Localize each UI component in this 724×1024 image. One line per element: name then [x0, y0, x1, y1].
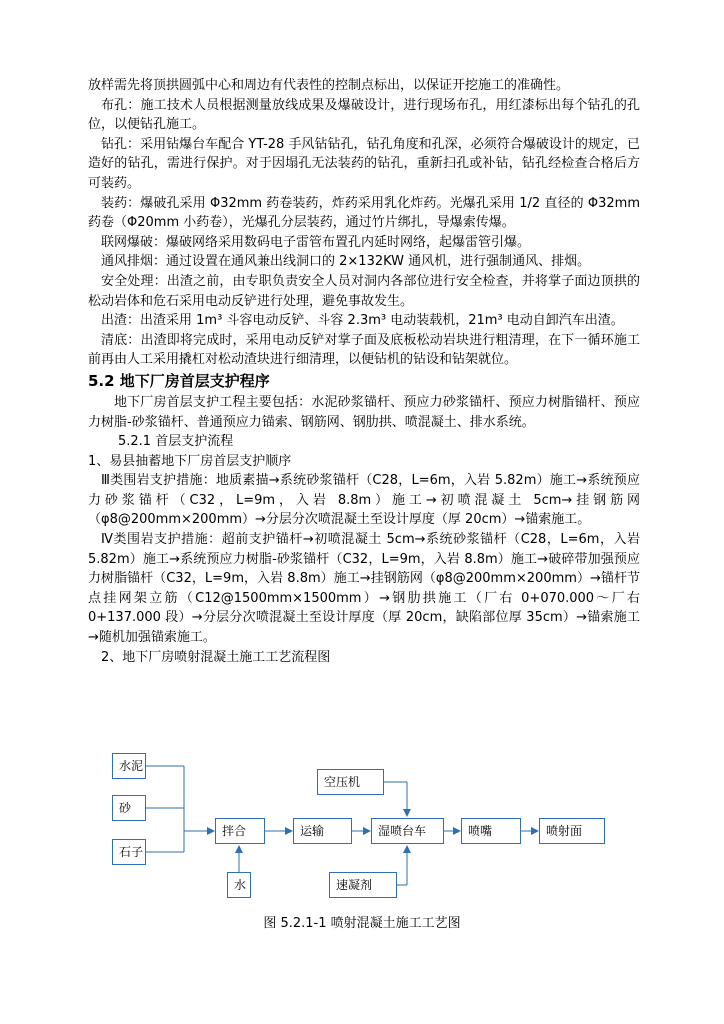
figure-caption: 图 5.2.1-1 喷射混凝土施工工艺图 — [263, 916, 461, 931]
paragraph-hole-layout: 布孔：施工技术人员根据测量放线成果及爆破设计，进行现场布孔，用红漆标出每个钻孔的孔位，以便钻孔施工。 — [88, 97, 640, 133]
node-sand: 砂 — [112, 795, 146, 821]
paragraph-stakeout: 放样需先将顶拱圆弧中心和周边有代表性的控制点标出，以保证开挖施工的准确性。 — [88, 78, 570, 93]
node-compressor: 空压机 — [317, 769, 384, 795]
paragraph-ventilation: 通风排烟：通过设置在通风兼出线洞口的 2×132KW 通风机，进行强制通风、排烟。 — [101, 254, 591, 270]
paragraph-class-4-support: Ⅳ类围岩支护措施：超前支护锚杆→初喷混凝土 5cm→系统砂浆锚杆（C28，L=6m，入岩 5.82m）施工→系统预应力树脂-砂浆锚杆（C32，L=9m，入岩 8.8m）施工→破碎带加强预应力树脂锚杆（C32，L=9m，入岩 8.8m）施工→挂钢筋网（φ8@200mm×200mm）→锚杆节点挂网架立筋（C12@1500mm×1500mm）→钢肋拱施工（厂右 0+070.000～厂右 0+137.000 段）→分层分次喷混凝土至设计厚度（厚 20cm，缺陷部位厚 35cm）→锚索施工→随机加强锚索施工。 — [88, 532, 640, 646]
paragraph-class-3-support: Ⅲ类围岩支护措施：地质素描→系统砂浆锚杆（C28，L=6m，入岩 5.82m）施工→系统预应力砂浆锚杆（C32，L=9m，入岩 8.8m）施工→初喷混凝土 5cm→挂钢筋网（φ8@200mm×200mm）→分层分次喷混凝土至设计厚度（厚 20cm）→锚索施工。 — [88, 473, 640, 528]
node-mixing: 拌合 — [215, 818, 265, 844]
paragraph-mucking: 出渣：出渣采用 1m³ 斗容电动反铲、斗容 2.3m³ 电动装载机，21m³ 电动自卸汽车出渣。 — [101, 313, 624, 329]
node-wet-spray-rig: 湿喷台车 — [371, 818, 444, 844]
paragraph-safety: 安全处理：出渣之前，由专职负责安全人员对洞内各部位进行安全检查，并将掌子面边顶拱的松动岩体和危石采用电动反铲进行处理，避免事故发生。 — [88, 273, 640, 309]
paragraph-blasting: 联网爆破：爆破网络采用数码电子雷管布置孔内延时网络，起爆雷管引爆。 — [101, 234, 531, 250]
node-transport: 运输 — [293, 818, 352, 844]
node-water: 水 — [227, 872, 251, 898]
node-cement: 水泥 — [112, 753, 146, 779]
item-2-heading: 2、地下厂房喷射混凝土施工工艺流程图 — [101, 649, 331, 665]
subsection-heading: 5.2.1 首层支护流程 — [118, 434, 234, 450]
node-spray-surface: 喷射面 — [539, 818, 605, 844]
paragraph-cleaning: 清底：出渣即将完成时，采用电动反铲对掌子面及底板松动岩块进行粗清理，在下一循环施工前再由人工采用撬杠对松动渣块进行细清理，以便钻机的钻设和钻架就位。 — [88, 332, 640, 368]
paragraph-drilling: 钻孔：采用钻爆台车配合 YT-28 手风钻钻孔，钻孔角度和孔深，必须符合爆破设计的规定，已造好的钻孔，需进行保护。对于因塌孔无法装药的钻孔，重新扫孔或补钻，钻孔经检查合格后方可装药。 — [88, 136, 640, 191]
node-stone: 石子 — [112, 839, 146, 865]
shotcrete-flowchart — [88, 750, 640, 910]
section-intro: 地下厂房首层支护工程主要包括：水泥砂浆锚杆、预应力砂浆锚杆、预应力树脂锚杆、预应力树脂-砂浆锚杆、普通预应力锚索、钢筋网、钢肋拱、喷混凝土、排水系统。 — [88, 394, 640, 430]
item-1-heading: 1、易县抽蓄地下厂房首层支护顺序 — [88, 453, 292, 469]
section-heading: 5.2 地下厂房首层支护程序 — [88, 371, 270, 390]
paragraph-charging: 装药：爆破孔采用 Φ32mm 药卷装药，炸药采用乳化炸药。光爆孔采用 1/2 直径的 Φ32mm 药卷（Φ20mm 小药卷），光爆孔分层装药，通过竹片绑扎，导爆索传爆。 — [88, 195, 640, 231]
document-body — [88, 76, 640, 667]
node-nozzle: 喷嘴 — [461, 818, 521, 844]
node-accelerator: 速凝剂 — [329, 872, 397, 898]
